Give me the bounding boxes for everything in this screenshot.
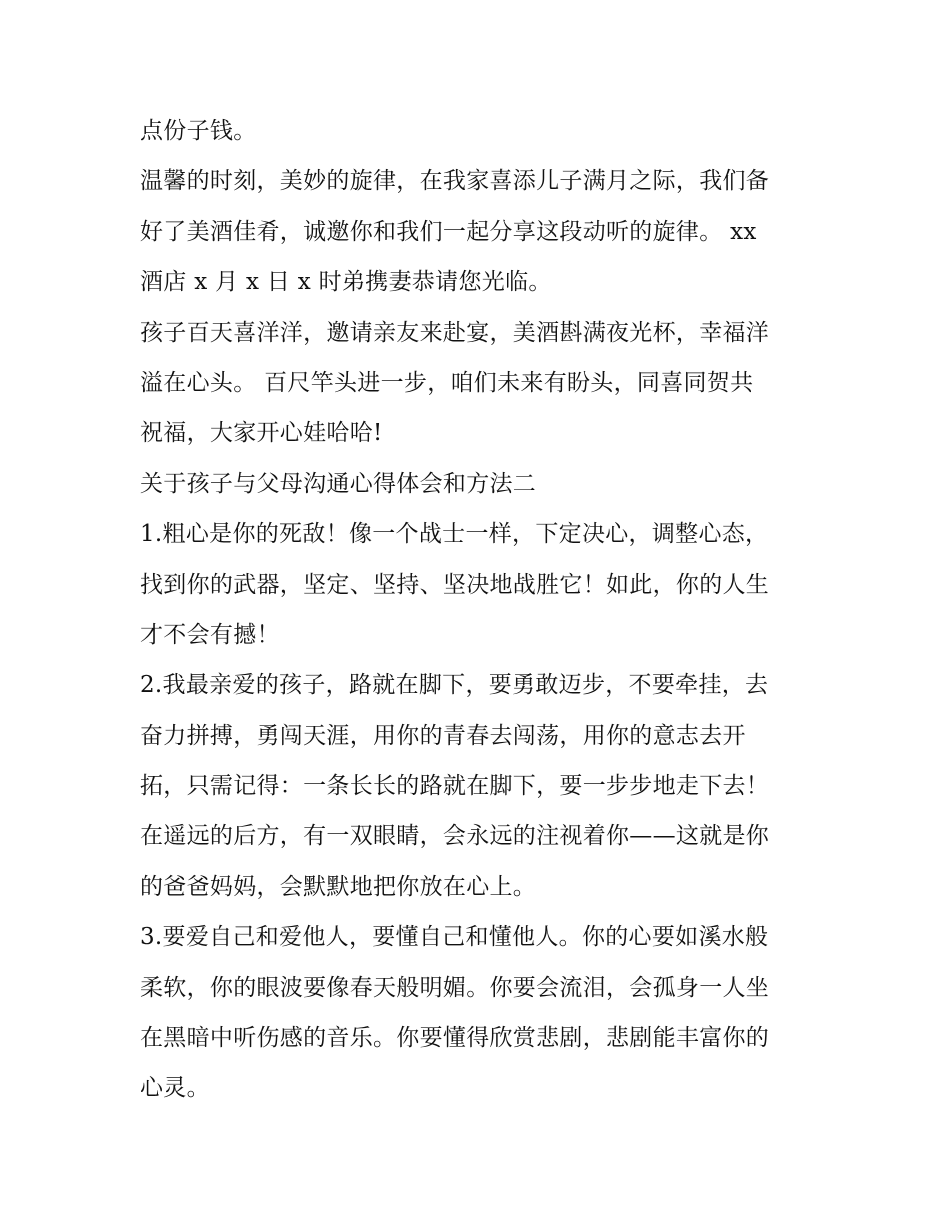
text-line: 柔软，你的眼波要像春天般明媚。你要会流泪，会孤身一人坐 xyxy=(140,974,770,1001)
text-line: 3.要爱自己和爱他人，要懂自己和懂他人。你的心要如溪水般 xyxy=(140,924,769,951)
text-line: 点份子钱。 xyxy=(140,118,257,144)
text-line: 的爸爸妈妈，会默默地把你放在心上。 xyxy=(140,873,537,900)
text-line: 心灵。 xyxy=(140,1075,210,1102)
text-line: 孩子百天喜洋洋，邀请亲友来赴宴，美酒斟满夜光杯，幸福洋 xyxy=(140,319,770,346)
text-line: 2.我最亲爱的孩子，路就在脚下，要勇敢迈步，不要牵挂，去 xyxy=(140,672,769,699)
text-line: 在黑暗中听伤感的音乐。你要懂得欣赏悲剧，悲剧能丰富你的 xyxy=(140,1025,770,1052)
text-line: 才不会有撼！ xyxy=(140,621,280,648)
text-line: 溢在心头。 百尺竿头进一步，咱们未来有盼头，同喜同贺共 xyxy=(140,369,754,396)
text-line: 奋力拼搏，勇闯天涯，用你的青春去闯荡，用你的意志去开 xyxy=(140,722,746,749)
text-line: 温馨的时刻，美妙的旋律，在我家喜添儿子满月之际，我们备 xyxy=(140,168,770,195)
text-line: 祝福，大家开心娃哈哈! xyxy=(140,420,383,447)
text-line: 好了美酒佳肴，诚邀你和我们一起分享这段动听的旋律。 xx xyxy=(140,218,757,245)
text-line: 拓，只需记得：一条长长的路就在脚下，要一步步地走下去！ xyxy=(140,773,770,800)
text-line: 1.粗心是你的死敌！像一个战士一样，下定决心，调整心态， xyxy=(140,521,769,548)
text-line: 找到你的武器，坚定、坚持、坚决地战胜它！如此，你的人生 xyxy=(140,571,770,598)
section-heading: 关于孩子与父母沟通心得体会和方法二 xyxy=(140,470,537,497)
text-line: 酒店 x 月 x 日 x 时弟携妻恭请您光临。 xyxy=(140,269,552,296)
document-body xyxy=(140,106,820,1114)
text-line: 在遥远的后方，有一双眼睛，会永远的注视着你——这就是你 xyxy=(140,823,770,850)
